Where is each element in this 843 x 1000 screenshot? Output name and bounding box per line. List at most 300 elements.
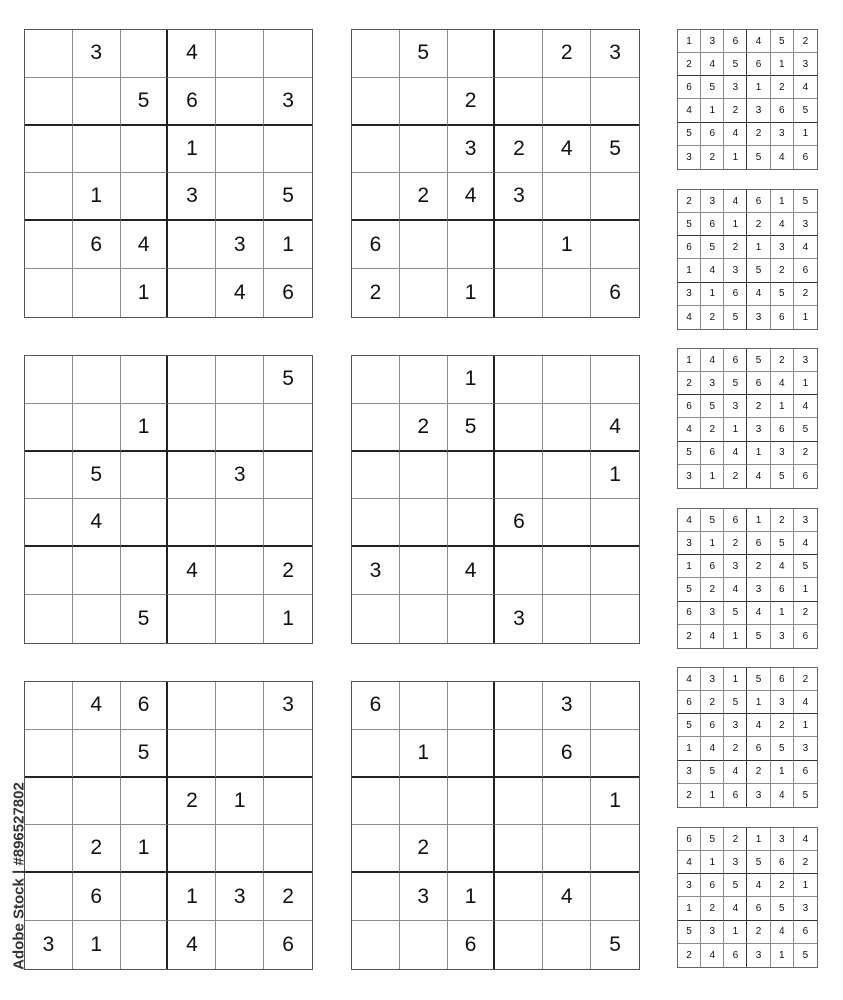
cell-r3-c2: 6 (701, 714, 724, 737)
cell-r1-c1: 6 (352, 682, 400, 730)
cell-r4-c5 (543, 173, 591, 221)
cell-r2-c4 (168, 730, 216, 778)
cell-r3-c2: 5 (701, 76, 724, 99)
cell-r5-c4: 4 (747, 602, 770, 625)
cell-r3-c2 (400, 778, 448, 826)
cell-r1-c4 (495, 682, 543, 730)
cell-r3-c5: 1 (216, 778, 264, 826)
cell-r3-c6 (264, 452, 312, 500)
cell-r5-c3: 1 (724, 921, 747, 944)
cell-r3-c5: 2 (771, 714, 794, 737)
cell-r4-c3 (448, 499, 496, 547)
cell-r2-c6 (591, 730, 639, 778)
cell-r6-c3: 5 (724, 306, 747, 329)
cell-r2-c6: 1 (794, 372, 817, 395)
cell-r2-c3: 5 (724, 372, 747, 395)
cell-r3-c4: 4 (747, 874, 770, 897)
cell-r6-c5: 3 (771, 625, 794, 648)
cell-r4-c2: 2 (73, 825, 121, 873)
cell-r2-c3: 5 (724, 691, 747, 714)
cell-r5-c6 (591, 221, 639, 269)
cell-r2-c5: 3 (771, 691, 794, 714)
cell-r4-c5: 6 (771, 99, 794, 122)
cell-r5-c3: 4 (724, 442, 747, 465)
cell-r2-c6: 4 (794, 691, 817, 714)
watermark-text: Adobe Stock | #896527802 (10, 782, 28, 970)
cell-r2-c2 (73, 404, 121, 452)
cell-r4-c5 (216, 825, 264, 873)
cell-r1-c2: 3 (701, 30, 724, 53)
sudoku-solution-2 (677, 189, 818, 330)
cell-r4-c2: 2 (400, 825, 448, 873)
cell-r2-c1 (25, 404, 73, 452)
cell-r1-c4: 5 (747, 349, 770, 372)
cell-r1-c1: 1 (678, 30, 701, 53)
cell-r3-c3: 3 (724, 555, 747, 578)
cell-r1-c6: 3 (591, 30, 639, 78)
cell-r6-c2 (73, 269, 121, 317)
cell-r2-c2 (73, 730, 121, 778)
cell-r5-c5: 4 (771, 921, 794, 944)
cell-r3-c3: 3 (724, 395, 747, 418)
cell-r3-c4: 2 (495, 126, 543, 174)
cell-r1-c1: 4 (678, 509, 701, 532)
cell-r6-c1 (352, 595, 400, 643)
cell-r2-c2: 1 (701, 532, 724, 555)
cell-r6-c1 (25, 269, 73, 317)
cell-r4-c6: 3 (794, 897, 817, 920)
cell-r3-c1: 6 (678, 236, 701, 259)
cell-r2-c6: 3 (264, 78, 312, 126)
cell-r3-c5: 1 (771, 395, 794, 418)
cell-r1-c3: 6 (121, 682, 169, 730)
cell-r6-c5 (543, 269, 591, 317)
cell-r5-c5: 1 (771, 602, 794, 625)
cell-r3-c1 (352, 126, 400, 174)
cell-r4-c1 (352, 499, 400, 547)
cell-r4-c1: 1 (678, 259, 701, 282)
cell-r1-c6: 4 (794, 828, 817, 851)
cell-r5-c2: 6 (73, 873, 121, 921)
cell-r1-c6 (591, 356, 639, 404)
cell-r5-c4: 1 (168, 873, 216, 921)
cell-r5-c4 (495, 547, 543, 595)
cell-r2-c1 (352, 730, 400, 778)
cell-r4-c6: 6 (794, 259, 817, 282)
cell-r3-c3 (121, 452, 169, 500)
cell-r6-c1: 2 (352, 269, 400, 317)
cell-r3-c5: 2 (771, 76, 794, 99)
cell-r6-c3: 1 (448, 269, 496, 317)
cell-r4-c5 (543, 825, 591, 873)
cell-r5-c6: 6 (794, 761, 817, 784)
cell-r6-c3 (448, 595, 496, 643)
cell-r1-c2: 5 (701, 828, 724, 851)
cell-r3-c2 (73, 126, 121, 174)
cell-r4-c2: 2 (701, 418, 724, 441)
cell-r5-c2: 1 (701, 283, 724, 306)
cell-r3-c2: 5 (701, 395, 724, 418)
cell-r6-c5: 4 (771, 784, 794, 807)
cell-r5-c2: 6 (701, 123, 724, 146)
cell-r3-c2: 5 (73, 452, 121, 500)
cell-r6-c6: 5 (802, 949, 809, 961)
cell-r6-c6: 5 (609, 933, 621, 957)
cell-r1-c4 (168, 682, 216, 730)
sudoku-solution-6 (677, 827, 818, 968)
cell-r3-c5: 4 (771, 555, 794, 578)
cell-r4-c2: 4 (73, 499, 121, 547)
cell-r5-c1: 6 (678, 602, 701, 625)
cell-r3-c3 (121, 778, 169, 826)
cell-r6-c5: 4 (771, 146, 794, 169)
sudoku-solution-4 (677, 508, 818, 649)
cell-r1-c6 (591, 682, 639, 730)
cell-r3-c5: 4 (543, 126, 591, 174)
cell-r2-c1: 2 (678, 53, 701, 76)
cell-r4-c2: 4 (701, 259, 724, 282)
cell-r4-c4: 3 (747, 418, 770, 441)
cell-r5-c5: 1 (543, 221, 591, 269)
cell-r3-c4: 1 (747, 236, 770, 259)
cell-r4-c4: 5 (747, 259, 770, 282)
cell-r5-c2: 3 (400, 873, 448, 921)
cell-r4-c5: 2 (771, 259, 794, 282)
cell-r1-c1 (25, 356, 73, 404)
sudoku-solution-1 (677, 29, 818, 170)
cell-r6-c2 (400, 595, 448, 643)
cell-r1-c5: 3 (543, 682, 591, 730)
cell-r5-c6: 2 (794, 283, 817, 306)
cell-r4-c1: 1 (678, 737, 701, 760)
cell-r4-c5: 6 (771, 418, 794, 441)
cell-r5-c1 (25, 221, 73, 269)
cell-r6-c5: 6 (771, 306, 794, 329)
cell-r6-c5 (216, 921, 264, 969)
cell-r1-c2: 4 (701, 349, 724, 372)
cell-r3-c5 (543, 452, 591, 500)
cell-r2-c3: 1 (121, 404, 169, 452)
cell-r3-c2 (400, 452, 448, 500)
cell-r1-c6: 3 (794, 509, 817, 532)
cell-r5-c1 (25, 547, 73, 595)
cell-r5-c6: 2 (264, 873, 312, 921)
cell-r6-c2 (73, 595, 121, 643)
cell-r6-c4: 3 (747, 784, 770, 807)
cell-r1-c5: 2 (771, 509, 794, 532)
cell-r3-c2 (73, 778, 121, 826)
cell-r4-c1 (25, 173, 73, 221)
stock-watermark (4, 760, 34, 992)
cell-r5-c5 (216, 547, 264, 595)
cell-r5-c6: 2 (794, 442, 817, 465)
cell-r3-c4: 2 (747, 395, 770, 418)
cell-r6-c5 (543, 921, 591, 969)
cell-r2-c2: 1 (400, 730, 448, 778)
cell-r5-c1: 3 (678, 283, 701, 306)
cell-r1-c6: 2 (794, 30, 817, 53)
cell-r5-c5: 4 (543, 873, 591, 921)
cell-r4-c3: 3 (724, 259, 747, 282)
cell-r6-c6: 1 (282, 607, 294, 631)
cell-r4-c5: 6 (771, 578, 794, 601)
cell-r6-c6: 6 (282, 933, 294, 957)
cell-r1-c5: 2 (543, 30, 591, 78)
cell-r3-c1: 3 (678, 874, 701, 897)
cell-r2-c4: 5 (747, 851, 770, 874)
cell-r2-c3: 2 (724, 532, 747, 555)
cell-r2-c1: 6 (678, 691, 701, 714)
cell-r2-c4: 6 (747, 53, 770, 76)
cell-r4-c3: 1 (724, 418, 747, 441)
cell-r2-c1: 2 (678, 372, 701, 395)
cell-r1-c3 (448, 30, 496, 78)
cell-r4-c4: 3 (495, 173, 543, 221)
cell-r5-c2 (400, 221, 448, 269)
cell-r1-c3: 1 (448, 356, 496, 404)
cell-r2-c5: 6 (543, 730, 591, 778)
cell-r5-c3: 6 (724, 283, 747, 306)
cell-r2-c5 (543, 404, 591, 452)
cell-r3-c2: 6 (701, 555, 724, 578)
cell-r3-c5: 3 (216, 452, 264, 500)
cell-r6-c5: 1 (771, 944, 794, 967)
cell-r2-c1: 3 (678, 532, 701, 555)
cell-r6-c4: 4 (168, 921, 216, 969)
cell-r5-c4: 2 (747, 123, 770, 146)
cell-r1-c5: 1 (771, 190, 794, 213)
cell-r4-c6 (591, 825, 639, 873)
cell-r1-c2: 3 (73, 30, 121, 78)
cell-r4-c4 (168, 499, 216, 547)
cell-r5-c1 (352, 873, 400, 921)
cell-r6-c2: 2 (701, 306, 724, 329)
cell-r4-c5 (216, 173, 264, 221)
cell-r2-c4 (495, 78, 543, 126)
cell-r1-c2: 3 (701, 668, 724, 691)
cell-r6-c6: 6 (282, 281, 294, 305)
cell-r2-c5: 4 (771, 213, 794, 236)
sudoku-solution-5 (677, 667, 818, 808)
cell-r1-c4 (168, 356, 216, 404)
cell-r2-c5 (216, 78, 264, 126)
cell-r4-c6: 3 (794, 737, 817, 760)
cell-r5-c4 (495, 221, 543, 269)
cell-r1-c2: 3 (701, 190, 724, 213)
cell-r6-c2 (400, 269, 448, 317)
cell-r5-c2 (400, 547, 448, 595)
cell-r3-c5: 2 (771, 874, 794, 897)
cell-r1-c3: 1 (724, 668, 747, 691)
cell-r1-c5 (543, 356, 591, 404)
cell-r3-c6: 1 (794, 874, 817, 897)
cell-r2-c5 (216, 404, 264, 452)
cell-r5-c1: 3 (352, 547, 400, 595)
cell-r1-c4: 6 (747, 190, 770, 213)
cell-r6-c3: 1 (121, 269, 169, 317)
cell-r3-c6: 4 (794, 76, 817, 99)
cell-r4-c4: 6 (747, 897, 770, 920)
cell-r1-c3 (121, 30, 169, 78)
cell-r4-c2: 1 (73, 173, 121, 221)
cell-r4-c3: 4 (448, 173, 496, 221)
cell-r3-c1 (352, 778, 400, 826)
cell-r1-c1: 2 (678, 190, 701, 213)
cell-r2-c6: 4 (794, 532, 817, 555)
cell-r2-c2: 3 (701, 372, 724, 395)
cell-r5-c3: 4 (121, 221, 169, 269)
cell-r3-c1: 6 (678, 76, 701, 99)
sudoku-puzzle-4 (351, 355, 640, 644)
cell-r5-c2: 3 (701, 602, 724, 625)
cell-r2-c4: 6 (747, 372, 770, 395)
cell-r4-c6: 5 (264, 173, 312, 221)
cell-r5-c6: 1 (264, 221, 312, 269)
cell-r4-c5 (543, 499, 591, 547)
cell-r6-c1: 3 (25, 921, 73, 969)
cell-r5-c2: 3 (701, 921, 724, 944)
cell-r1-c1 (25, 30, 73, 78)
cell-r1-c3 (448, 682, 496, 730)
cell-r6-c2: 4 (701, 944, 724, 967)
cell-r2-c1 (352, 78, 400, 126)
cell-r1-c4: 5 (747, 668, 770, 691)
cell-r3-c1 (25, 452, 73, 500)
cell-r2-c4 (495, 404, 543, 452)
cell-r5-c3: 1 (448, 873, 496, 921)
cell-r4-c4: 3 (747, 578, 770, 601)
cell-r6-c4 (168, 595, 216, 643)
cell-r4-c3: 2 (724, 737, 747, 760)
cell-r4-c5 (216, 499, 264, 547)
cell-r3-c3 (121, 126, 169, 174)
cell-r5-c4 (168, 221, 216, 269)
cell-r4-c1: 4 (678, 99, 701, 122)
cell-r3-c3 (448, 452, 496, 500)
cell-r5-c3 (121, 547, 169, 595)
cell-r2-c3: 5 (121, 78, 169, 126)
cell-r6-c1: 3 (678, 146, 701, 169)
cell-r5-c2: 5 (701, 761, 724, 784)
cell-r4-c6: 5 (794, 418, 817, 441)
cell-r2-c4: 6 (747, 532, 770, 555)
cell-r2-c1: 5 (678, 213, 701, 236)
cell-r6-c3: 5 (121, 595, 169, 643)
cell-r3-c3: 3 (724, 714, 747, 737)
cell-r1-c1: 1 (678, 349, 701, 372)
cell-r3-c4 (168, 452, 216, 500)
cell-r2-c5: 5 (771, 532, 794, 555)
cell-r2-c5: 1 (771, 53, 794, 76)
cell-r3-c1: 5 (678, 714, 701, 737)
cell-r1-c5 (216, 356, 264, 404)
cell-r2-c2: 2 (701, 691, 724, 714)
cell-r4-c3 (121, 173, 169, 221)
cell-r6-c6: 1 (802, 311, 809, 323)
cell-r1-c3: 4 (724, 190, 747, 213)
cell-r5-c5: 3 (216, 221, 264, 269)
cell-r6-c1: 4 (678, 306, 701, 329)
cell-r6-c3: 6 (724, 784, 747, 807)
cell-r6-c6: 5 (802, 789, 809, 801)
cell-r2-c6 (591, 78, 639, 126)
cell-r3-c4: 2 (747, 555, 770, 578)
cell-r5-c6: 2 (794, 602, 817, 625)
sudoku-puzzle-2 (351, 29, 640, 318)
cell-r2-c2: 4 (701, 53, 724, 76)
cell-r6-c1: 2 (678, 625, 701, 648)
cell-r3-c5 (543, 778, 591, 826)
cell-r5-c5: 1 (771, 761, 794, 784)
cell-r6-c5: 5 (771, 465, 794, 488)
cell-r5-c6: 2 (264, 547, 312, 595)
cell-r6-c5: 4 (216, 269, 264, 317)
cell-r1-c3: 6 (724, 349, 747, 372)
cell-r4-c3: 4 (724, 897, 747, 920)
cell-r1-c5: 5 (771, 30, 794, 53)
cell-r6-c3: 1 (724, 625, 747, 648)
cell-r2-c1 (352, 404, 400, 452)
cell-r6-c6: 6 (802, 151, 809, 163)
cell-r3-c4: 2 (168, 778, 216, 826)
cell-r5-c3: 5 (724, 602, 747, 625)
cell-r5-c3: 4 (448, 547, 496, 595)
cell-r2-c3: 1 (724, 213, 747, 236)
cell-r3-c6: 1 (794, 714, 817, 737)
cell-r2-c5 (216, 730, 264, 778)
cell-r2-c1 (25, 78, 73, 126)
cell-r4-c6 (264, 499, 312, 547)
cell-r6-c2: 4 (701, 625, 724, 648)
cell-r5-c3: 4 (724, 123, 747, 146)
cell-r2-c5 (543, 78, 591, 126)
cell-r5-c5: 3 (771, 442, 794, 465)
cell-r2-c5: 6 (771, 851, 794, 874)
cell-r3-c1 (25, 126, 73, 174)
cell-r2-c2 (400, 78, 448, 126)
cell-r3-c2: 6 (701, 874, 724, 897)
cell-r3-c1: 1 (678, 555, 701, 578)
cell-r2-c3: 3 (724, 851, 747, 874)
cell-r1-c3: 6 (724, 509, 747, 532)
cell-r2-c6 (264, 404, 312, 452)
cell-r5-c1: 5 (678, 123, 701, 146)
cell-r5-c2: 6 (73, 221, 121, 269)
cell-r3-c3: 2 (724, 236, 747, 259)
cell-r5-c4: 4 (747, 283, 770, 306)
cell-r5-c6: 6 (794, 921, 817, 944)
cell-r5-c2: 6 (701, 442, 724, 465)
cell-r1-c1: 4 (678, 668, 701, 691)
cell-r6-c2: 1 (701, 465, 724, 488)
cell-r5-c4: 2 (747, 761, 770, 784)
cell-r4-c2: 2 (701, 897, 724, 920)
cell-r5-c4: 1 (747, 442, 770, 465)
cell-r6-c6: 6 (609, 281, 621, 305)
cell-r4-c2: 1 (701, 99, 724, 122)
cell-r6-c3: 6 (724, 944, 747, 967)
cell-r1-c5: 3 (771, 828, 794, 851)
cell-r3-c3: 3 (448, 126, 496, 174)
cell-r4-c5: 5 (771, 897, 794, 920)
cell-r1-c3: 6 (724, 30, 747, 53)
cell-r4-c3 (121, 499, 169, 547)
cell-r6-c2: 1 (701, 784, 724, 807)
cell-r4-c6: 5 (794, 99, 817, 122)
cell-r1-c5: 2 (771, 349, 794, 372)
cell-r5-c1: 5 (678, 442, 701, 465)
cell-r2-c3: 2 (448, 78, 496, 126)
